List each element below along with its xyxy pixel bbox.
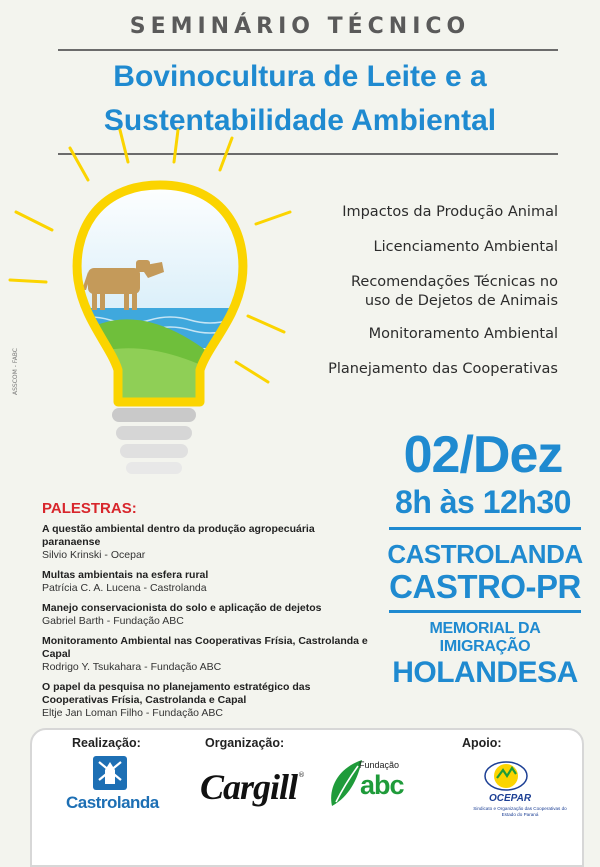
talk-speaker: Rodrigo Y. Tsukahara - Fundação ABC [42, 661, 222, 673]
place-line1: CASTROLANDA [387, 539, 583, 569]
talk-item [42, 523, 372, 562]
talk-speaker: Gabriel Barth - Fundação ABC [42, 615, 184, 627]
realizacao-label: Realização: [72, 736, 141, 750]
topic-item: Impactos da Produção Animal [342, 204, 558, 220]
venue-line1: MEMORIAL DA IMIGRAÇÃO [429, 620, 541, 655]
abc-logo-text: abc [360, 770, 404, 800]
place-line2: CASTRO-PR [389, 568, 581, 605]
event-venue [385, 620, 585, 690]
talk-title-line: Cooperativas Frísia, Castrolanda e Capal [42, 694, 247, 706]
bulb-base [112, 408, 196, 474]
talks-list [42, 523, 372, 727]
organizacao-label: Organização: [205, 736, 285, 750]
talk-item [42, 569, 372, 595]
design-credit: ASSCOM - FABC [12, 348, 19, 395]
talk-speaker: Eltje Jan Loman Filho - Fundação ABC [42, 707, 223, 719]
topic-item: Monitoramento Ambiental [368, 326, 558, 342]
talk-title [42, 681, 372, 707]
event-date-block [383, 428, 583, 520]
apoio-label: Apoio: [462, 736, 502, 750]
ocepar-logo-subtitle: Sindicato e Organização das Cooperativas do Estado do Paraná [473, 806, 567, 817]
place-divider [389, 610, 581, 613]
talk-speaker: Patrícia C. A. Lucena - Castrolanda [42, 582, 207, 594]
event-kicker: SEMINÁRIO TÉCNICO [129, 14, 471, 39]
event-title-line2: Sustentabilidade Ambiental [103, 104, 497, 137]
topic-line: uso de Dejetos de Animais [364, 293, 558, 309]
topic-item: Licenciamento Ambiental [373, 239, 558, 255]
event-title-line1: Bovinocultura de Leite e a [113, 60, 487, 93]
talk-title: Monitoramento Ambiental nas Cooperativas Frísia, Castrolanda e Capal [42, 635, 368, 660]
topic-line: Recomendações Técnicas no [350, 274, 558, 290]
event-place [385, 538, 585, 604]
fundacao-logo-small-text: Fundação [359, 760, 400, 770]
talk-title-line: O papel da pesquisa no planejamento estratégico das [42, 681, 311, 693]
talks-heading: PALESTRAS: [42, 500, 137, 517]
talk-item [42, 681, 372, 720]
talk-title: Manejo conservacionista do solo e aplicação de dejetos [42, 602, 322, 614]
cargill-registered-mark: ® [298, 771, 305, 779]
event-time: 8h às 12h30 [395, 484, 571, 520]
ocepar-logo-text: OCEPAR [489, 793, 532, 804]
top-divider [58, 49, 558, 51]
topics-list [258, 203, 558, 395]
event-date: 02/Dez [403, 426, 563, 484]
topic-item: Planejamento das Cooperativas [328, 361, 558, 377]
talk-item [42, 635, 372, 674]
talk-title: Multas ambientais na esfera rural [42, 569, 209, 581]
talk-speaker: Silvio Krinski - Ocepar [42, 549, 146, 561]
talk-title: A questão ambiental dentro da produção agropecuária paranaense [42, 523, 315, 548]
castrolanda-logo-text: Castrolanda [66, 793, 159, 812]
ocepar-logo-icon [483, 756, 529, 794]
topic-item [258, 273, 558, 311]
castrolanda-logo-icon [93, 756, 127, 790]
talk-item [42, 602, 372, 628]
date-divider [389, 527, 581, 530]
cargill-logo-text: Cargill [200, 767, 298, 807]
venue-line2: HOLANDESA [392, 656, 578, 689]
